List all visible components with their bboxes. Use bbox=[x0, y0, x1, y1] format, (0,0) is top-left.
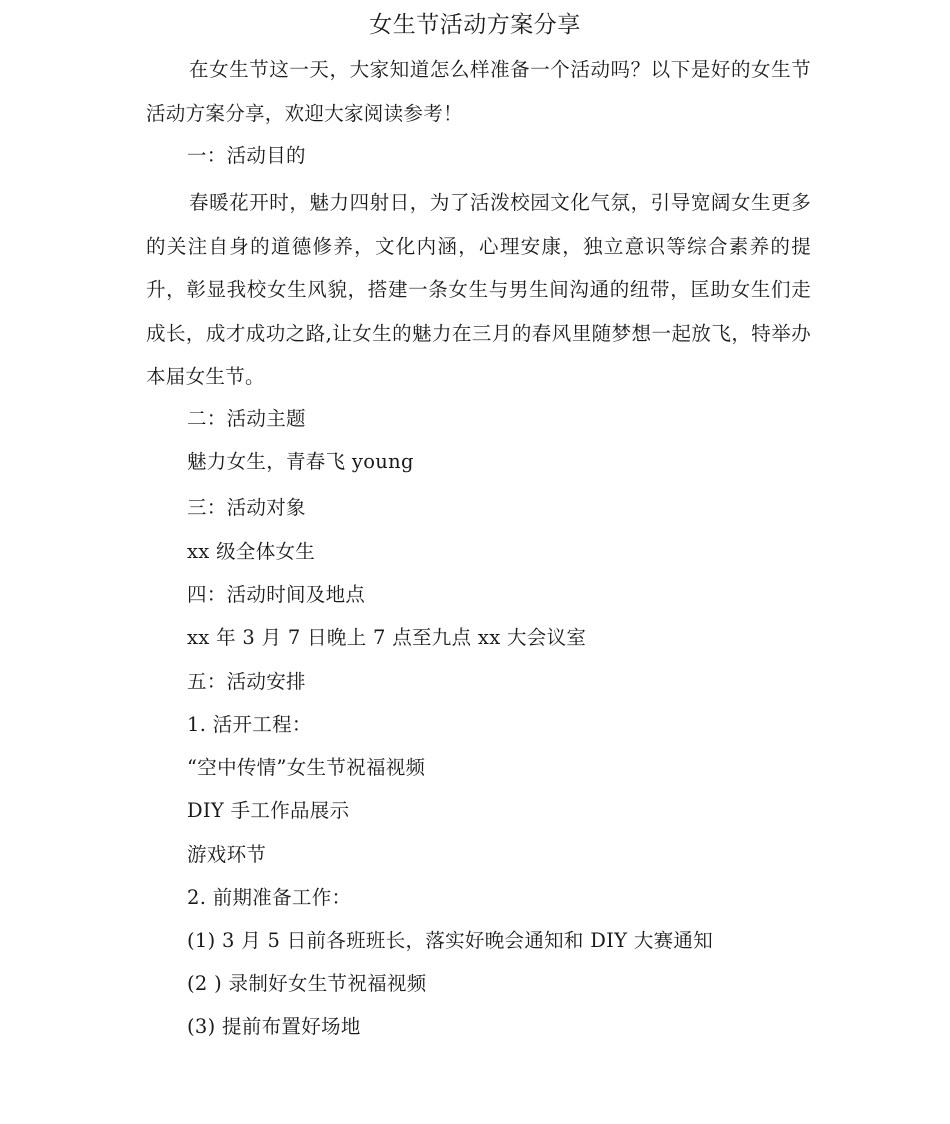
time-place-text: xx 年 3 月 7 日晚上 7 点至九点 xx 大会议室 bbox=[187, 626, 587, 649]
list-item: DIY 手工作品展示 bbox=[187, 799, 350, 822]
document-title: 女生节活动方案分享 bbox=[369, 12, 581, 38]
section-heading-time-place: 四：活动时间及地点 bbox=[187, 583, 366, 606]
list-item: “空中传情”女生节祝福视频 bbox=[187, 756, 426, 779]
list-item: (2 ) 录制好女生节祝福视频 bbox=[187, 972, 427, 995]
list-item: 游戏环节 bbox=[187, 843, 267, 866]
section-heading-arrangement: 五：活动安排 bbox=[187, 670, 306, 693]
purpose-paragraph: 春暖花开时，魅力四射日，为了活泼校园文化气氛，引导宽阔女生更多的关注自身的道德修养，文化内涵，心理安康，独立意识等综合素养的提升，彰显我校女生风貌，搭建一条女生与男生间沟通的纽带，匡助女生们走成长，成才成功之路,让女生的魅力在三月的春风里随梦想一起放飞，特举办本届女生节。 bbox=[146, 191, 811, 388]
section-heading-theme: 二：活动主题 bbox=[187, 407, 306, 430]
list-item: 2. 前期准备工作： bbox=[187, 886, 352, 909]
intro-paragraph: 在女生节这一天，大家知道怎么样准备一个活动吗？以下是好的女生节活动方案分享，欢迎大家阅读参考！ bbox=[146, 58, 811, 125]
audience-text: xx 级全体女生 bbox=[187, 540, 316, 563]
list-item: (1) 3 月 5 日前各班班长，落实好晚会通知和 DIY 大赛通知 bbox=[187, 929, 714, 952]
list-item: (3) 提前布置好场地 bbox=[187, 1015, 361, 1038]
list-item: 1. 活开工程： bbox=[187, 713, 312, 736]
section-heading-audience: 三：活动对象 bbox=[187, 496, 306, 519]
theme-text: 魅力女生，青春飞 young bbox=[187, 450, 414, 473]
section-heading-purpose: 一：活动目的 bbox=[187, 144, 306, 167]
